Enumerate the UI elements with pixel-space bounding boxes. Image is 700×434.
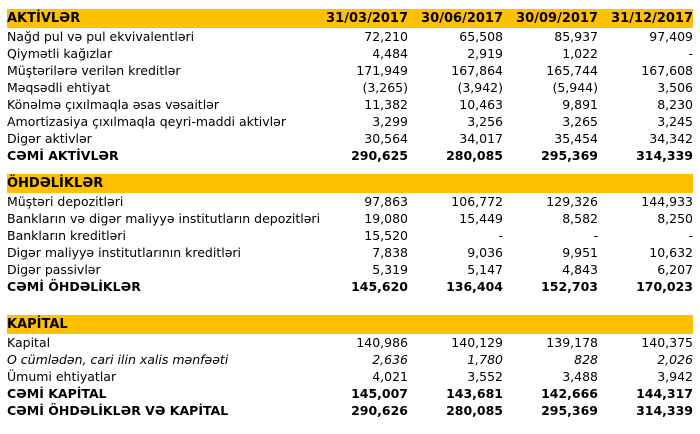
cell-value: 144,317 <box>636 386 693 401</box>
row-label: Kapital <box>7 335 51 350</box>
row-label: Ümumi ehtiyatlar <box>7 369 117 384</box>
column-date-header <box>313 315 408 334</box>
cell-value: 4,843 <box>562 262 598 277</box>
table-row <box>7 147 693 164</box>
cell-value: 142,666 <box>541 386 598 401</box>
cell-value: - <box>593 228 598 243</box>
cell-value: - <box>688 228 693 243</box>
table-row <box>7 62 693 79</box>
row-label: CƏMİ ÖHDƏLİKLƏR <box>7 279 141 294</box>
cell-value: 35,454 <box>554 131 598 146</box>
table-row <box>7 244 693 261</box>
table-row <box>7 130 693 147</box>
cell-value: 171,949 <box>356 63 408 78</box>
balance-sheet-table <box>7 9 693 419</box>
table-row <box>7 45 693 62</box>
section-title: AKTİVLƏR <box>7 9 313 28</box>
cell-value: 4,021 <box>372 369 408 384</box>
cell-value: 30,564 <box>364 131 408 146</box>
table-row <box>7 385 693 402</box>
cell-value: 280,085 <box>446 403 503 418</box>
cell-value: 8,250 <box>657 211 693 226</box>
cell-value: 129,326 <box>546 194 598 209</box>
cell-value: 6,207 <box>657 262 693 277</box>
row-label: Bankların və digər maliyyə institutların depozitləri <box>7 211 321 226</box>
cell-value: 165,744 <box>546 63 598 78</box>
cell-value: 1,780 <box>467 352 503 367</box>
column-date-header <box>503 315 598 334</box>
cell-value: 8,230 <box>657 97 693 112</box>
column-date-header: 30/06/2017 <box>408 9 503 28</box>
cell-value: 4,484 <box>372 46 408 61</box>
table-row <box>7 278 693 295</box>
table-row <box>7 210 693 227</box>
cell-value: 15,520 <box>364 228 408 243</box>
row-label: Məqsədli ehtiyat <box>7 80 111 95</box>
row-label: Qiymətli kağızlar <box>7 46 113 61</box>
row-label: O cümlədən, cari ilin xalis mənfəəti <box>7 352 229 367</box>
cell-value: 145,620 <box>351 279 408 294</box>
cell-value: 145,007 <box>351 386 408 401</box>
cell-value: 140,375 <box>641 335 693 350</box>
cell-value: 3,552 <box>467 369 503 384</box>
row-label: CƏMİ ÖHDƏLİKLƏR VƏ KAPİTAL <box>7 403 229 418</box>
cell-value: 143,681 <box>446 386 503 401</box>
cell-value: 170,023 <box>636 279 693 294</box>
column-date-header: 31/03/2017 <box>313 9 408 28</box>
cell-value: 295,369 <box>541 403 598 418</box>
cell-value: 9,036 <box>467 245 503 260</box>
cell-value: 140,129 <box>451 335 503 350</box>
cell-value: 290,625 <box>351 148 408 163</box>
cell-value: 280,085 <box>446 148 503 163</box>
cell-value: 10,632 <box>649 245 693 260</box>
cell-value: 97,863 <box>364 194 408 209</box>
cell-value: 9,951 <box>562 245 598 260</box>
cell-value: 9,891 <box>562 97 598 112</box>
table-row <box>7 96 693 113</box>
row-label: Digər aktivlər <box>7 131 92 146</box>
row-label: Nağd pul və pul ekvivalentləri <box>7 29 195 44</box>
row-label: Digər maliyyə institutlarının kreditləri <box>7 245 241 260</box>
cell-value: (3,265) <box>362 80 408 95</box>
cell-value: 3,299 <box>372 114 408 129</box>
table-row <box>7 368 693 385</box>
cell-value: 2,919 <box>467 46 503 61</box>
cell-value: 144,933 <box>641 194 693 209</box>
cell-value: 295,369 <box>541 148 598 163</box>
row-label: Müştərilərə verilən kreditlər <box>7 63 181 78</box>
cell-value: 10,463 <box>459 97 503 112</box>
column-date-header <box>598 315 693 334</box>
cell-value: 11,382 <box>364 97 408 112</box>
cell-value: 85,937 <box>554 29 598 44</box>
column-date-header <box>598 174 693 193</box>
cell-value: 140,986 <box>356 335 408 350</box>
section-header-row <box>7 315 693 334</box>
cell-value: 106,772 <box>451 194 503 209</box>
cell-value: 828 <box>574 352 598 367</box>
cell-value: 5,319 <box>372 262 408 277</box>
cell-value: 3,506 <box>657 80 693 95</box>
cell-value: 314,339 <box>636 148 693 163</box>
table-row <box>7 227 693 244</box>
table-row <box>7 79 693 96</box>
cell-value: 3,256 <box>467 114 503 129</box>
cell-value: 34,017 <box>459 131 503 146</box>
cell-value: (5,944) <box>552 80 598 95</box>
row-label: Digər passivlər <box>7 262 101 277</box>
table-row <box>7 402 693 419</box>
section-title: ÖHDƏLİKLƏR <box>7 174 313 193</box>
section-spacer <box>7 295 693 315</box>
table-row <box>7 28 693 45</box>
column-date-header: 30/09/2017 <box>503 9 598 28</box>
table-row <box>7 193 693 210</box>
row-label: Könəlmə çıxılmaqla əsas vəsaitlər <box>7 97 219 112</box>
cell-value: 7,838 <box>372 245 408 260</box>
cell-value: 136,404 <box>446 279 503 294</box>
cell-value: 19,080 <box>364 211 408 226</box>
cell-value: 72,210 <box>364 29 408 44</box>
cell-value: 65,508 <box>459 29 503 44</box>
cell-value: 167,608 <box>641 63 693 78</box>
column-date-header <box>313 174 408 193</box>
row-label: Bankların kreditləri <box>7 228 126 243</box>
balance-sheet-body <box>7 9 693 419</box>
cell-value: - <box>498 228 503 243</box>
table-row <box>7 261 693 278</box>
cell-value: (3,942) <box>457 80 503 95</box>
cell-value: 15,449 <box>459 211 503 226</box>
spacer-cell <box>7 295 693 315</box>
cell-value: 2,026 <box>657 352 693 367</box>
cell-value: 8,582 <box>562 211 598 226</box>
section-header-row <box>7 9 693 28</box>
row-label: CƏMİ KAPİTAL <box>7 386 107 401</box>
row-label: Müştəri depozitləri <box>7 194 124 209</box>
cell-value: 3,942 <box>657 369 693 384</box>
section-title: KAPİTAL <box>7 315 313 334</box>
cell-value: 97,409 <box>649 29 693 44</box>
cell-value: - <box>688 46 693 61</box>
row-label: CƏMİ AKTİVLƏR <box>7 148 119 163</box>
cell-value: 139,178 <box>546 335 598 350</box>
cell-value: 5,147 <box>467 262 503 277</box>
table-row <box>7 113 693 130</box>
cell-value: 2,636 <box>372 352 408 367</box>
column-date-header <box>408 315 503 334</box>
column-date-header <box>408 174 503 193</box>
cell-value: 167,864 <box>451 63 503 78</box>
cell-value: 3,265 <box>562 114 598 129</box>
cell-value: 1,022 <box>562 46 598 61</box>
cell-value: 314,339 <box>636 403 693 418</box>
cell-value: 3,245 <box>657 114 693 129</box>
cell-value: 152,703 <box>541 279 598 294</box>
table-row <box>7 351 693 368</box>
column-date-header <box>503 174 598 193</box>
section-spacer <box>7 164 693 174</box>
row-label: Amortizasiya çıxılmaqla qeyri-maddi aktivlər <box>7 114 286 129</box>
column-date-header: 31/12/2017 <box>598 9 693 28</box>
cell-value: 34,342 <box>649 131 693 146</box>
spacer-cell <box>7 164 693 174</box>
table-row <box>7 334 693 351</box>
section-header-row <box>7 174 693 193</box>
cell-value: 3,488 <box>562 369 598 384</box>
cell-value: 290,626 <box>351 403 408 418</box>
